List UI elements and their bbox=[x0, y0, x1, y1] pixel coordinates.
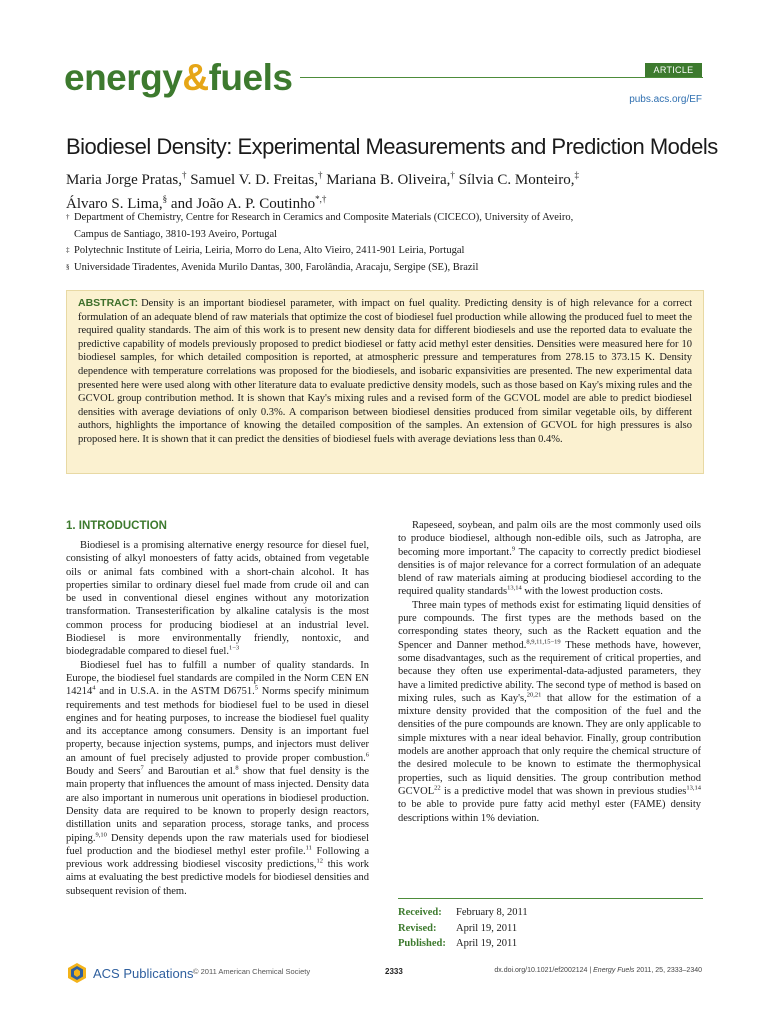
citation-reference[interactable]: 5 bbox=[254, 684, 258, 692]
date-row-published bbox=[398, 936, 703, 952]
affiliation-text: Department of Chemistry, Centre for Research in Ceramics and Composite Materials (CICECO), University of Aveiro, bbox=[74, 212, 574, 223]
citation-details: 2011, 25, 2333–2340 bbox=[636, 967, 702, 974]
article-type-badge: ARTICLE bbox=[645, 63, 702, 77]
section-heading-introduction: 1. INTRODUCTION bbox=[66, 520, 167, 532]
date-label: Published: bbox=[398, 938, 446, 949]
abstract-text: Density is an important biodiesel parameter, with impact on fuel quality. Predicting density is of high relevance for a correct formulation of an adequate blend of raw materials that optimize the cost of biodiesel fuel production while allowing the produced fuel to meet the required quality standards. The aim of this work is to present new density data for different biodiesels and use the reported data to evaluate the predictive capability of models previously proposed to predict biodiesel or fatty acid methyl ester densities. Densities were measured here for 10 biodiesel samples, for which detailed composition is reported, at atmospheric pressure and temperatures from 278.15 to 373.15 K. Density dependence with temperature correlations was proposed for the biodiesels, and isobaric expansivities are presented. The new experimental data presented here were used along with other literature data to evaluate predictive density models, such as those based on Kay's mixing rules and the GCVOL group contribution method. It is shown that Kay's mixing rules and a revised form of the GCVOL model are able to predict biodiesel densities with average deviations of only 0.3%. A comparison between biodiesel densities produced from similar vegetable oils, by different authors, highlights the importance of knowing the detailed composition of the samples. An extension of GCVOL for high pressures is also proposed here. It is shown that it can predict the densities of biodiesel fuels with average deviations less than 0.4%. bbox=[78, 298, 692, 445]
paragraph-text-run: with the lowest production costs. bbox=[521, 586, 663, 598]
date-value: April 19, 2011 bbox=[456, 922, 518, 934]
citation-reference[interactable]: 9 bbox=[511, 545, 516, 553]
citation-reference[interactable]: 4 bbox=[92, 684, 96, 692]
affiliation-item bbox=[66, 260, 706, 277]
author-affil-mark: § bbox=[162, 194, 168, 204]
paragraph-text-run: Biodiesel is a promising alternative energy resource for diesel fuel, consisting of alkyl monoesters of fatty acids, obtained from vegetable oils or animal fats combined with a short-chain alcohol. It has properties similar to ordinary diesel fuel made from crude oil and can be used in conventional diesel engines without any motorization transformation. Transesterification by alkaline catalysis is the most common process for producing biodiesel at an industrial level. Biodiesel is more environmentally friendly, nontoxic, and biodegradable compared to diesel fuel. bbox=[66, 540, 369, 658]
doi-link[interactable]: dx.doi.org/10.1021/ef2002124 | bbox=[494, 967, 592, 974]
date-value: April 19, 2011 bbox=[456, 938, 518, 949]
citation-reference[interactable]: 22 bbox=[434, 784, 441, 792]
paragraph-text-run: and Baroutian et al. bbox=[143, 766, 236, 778]
paragraph-text-run: These methods have, however, some disadvantages, such as the requirement of critical properties, and because they often use experimental-data-adjusted parameters, they have a limited predictive ability. The second type of method is based on mixing rules, such as Kay's, bbox=[398, 639, 702, 704]
author-name[interactable]: Álvaro S. Lima, bbox=[66, 196, 163, 212]
journal-logo-word2: fuels bbox=[208, 57, 293, 98]
affiliation-item bbox=[66, 243, 706, 260]
date-value: February 8, 2011 bbox=[456, 907, 528, 918]
citation-reference[interactable]: 11 bbox=[305, 844, 312, 852]
citation-reference[interactable]: 13,14 bbox=[507, 584, 522, 592]
paragraph-text-run: Rapeseed, soybean, and palm oils are the most commonly used oils to produce biodiesel, although non-edible oils, such as Jatropha, are becoming more important. bbox=[398, 520, 701, 558]
citation-reference[interactable]: 9,10 bbox=[95, 831, 107, 839]
body-paragraph bbox=[66, 659, 369, 898]
journal-logo-ampersand: & bbox=[182, 57, 209, 98]
author-name[interactable]: Mariana B. Oliveira, bbox=[326, 172, 451, 188]
body-paragraph bbox=[66, 539, 369, 659]
paragraph-text-run: Biodiesel fuel has to fulfill a number of quality standards. In Europe, the biodiesel fuel standards are compiled in the Norm CEN EN 14214 bbox=[66, 659, 369, 698]
acs-publications-logo[interactable] bbox=[66, 962, 193, 984]
author-list bbox=[66, 166, 706, 214]
paragraph-text-run: is a predictive model that was shown in previous studies bbox=[440, 785, 687, 797]
affiliation-mark: † bbox=[66, 213, 70, 221]
author-name[interactable]: Samuel V. D. Freitas, bbox=[190, 172, 318, 188]
doi-citation[interactable] bbox=[494, 967, 702, 974]
paragraph-text-run: and in U.S.A. in the ASTM D6751. bbox=[95, 686, 255, 698]
date-row-revised bbox=[398, 921, 703, 937]
journal-url-link[interactable]: pubs.acs.org/EF bbox=[629, 94, 702, 105]
author-affil-mark: ‡ bbox=[574, 170, 579, 180]
copyright-notice: © 2011 American Chemical Society bbox=[193, 967, 311, 976]
journal-abbrev: Energy Fuels bbox=[593, 967, 635, 974]
right-column bbox=[398, 519, 701, 825]
abstract-box bbox=[66, 290, 704, 474]
citation-reference[interactable]: 20,21 bbox=[526, 691, 542, 699]
acs-publications-text: ACS Publications bbox=[93, 965, 194, 981]
article-title: Biodiesel Density: Experimental Measurements and Prediction Models bbox=[66, 134, 718, 159]
author-affil-mark: † bbox=[450, 170, 455, 180]
author-name[interactable]: and João A. P. Coutinho bbox=[170, 196, 316, 212]
page-number: 2333 bbox=[385, 967, 403, 976]
affiliation-text-cont: Campus de Santiago, 3810-193 Aveiro, Portugal bbox=[74, 228, 278, 240]
paragraph-text-run: this work aims at evaluating the best predictive models for biodiesel densities and subsequent revision of them. bbox=[66, 859, 370, 897]
date-row-received bbox=[398, 905, 703, 921]
paragraph-text-run: to be able to provide pure fatty acid methyl ester (FAME) density descriptions within 1% deviation. bbox=[398, 799, 701, 824]
body-paragraph bbox=[398, 599, 701, 825]
citation-reference[interactable]: 13,14 bbox=[686, 784, 701, 792]
citation-reference[interactable]: 7 bbox=[140, 764, 144, 772]
abstract-label: ABSTRACT: bbox=[78, 297, 139, 309]
paragraph-text-run: Boudy and Seers bbox=[66, 766, 141, 778]
left-column bbox=[66, 518, 369, 898]
affiliation-text: Polytechnic Institute of Leiria, Leiria, Morro do Lena, Alto Vieiro, 2411-901 Leiria, Portugal bbox=[74, 245, 465, 256]
author-affil-mark: *,† bbox=[315, 194, 327, 204]
citation-reference[interactable]: 1−3 bbox=[228, 644, 240, 652]
paragraph-text-run: Following a previous work addressing biodiesel viscosity predictions, bbox=[66, 845, 369, 871]
affiliation-mark: § bbox=[66, 262, 70, 271]
citation-reference[interactable]: 12 bbox=[316, 857, 323, 865]
acs-hexagon-icon bbox=[66, 962, 88, 984]
citation-reference[interactable]: 6 bbox=[365, 751, 369, 759]
paragraph-text-run: Norms specify minimum requirements and test methods for biodiesel fuel to be used in diesel engines and for heating purposes, to increase the biodiesel fuel quality and its acceptance among consumers. Density is an important fuel property, because injection systems, pumps, and injectors must deliver an amount of fuel precisely adjusted to provide proper combustion. bbox=[66, 686, 369, 764]
citation-reference[interactable]: 8 bbox=[235, 764, 239, 772]
affiliation-text: Universidade Tiradentes, Avenida Murilo Dantas, 300, Farolândia, Aracaju, Sergipe (SE), Brazil bbox=[74, 261, 479, 273]
date-label: Received: bbox=[398, 907, 442, 918]
publication-dates bbox=[398, 898, 703, 952]
paragraph-text-run: show that fuel density is the main property that influences the amount of mass injected. Density data are also important in numerous unit operations in biodiesel production. Density data are required to be known to properly design reactors, distillation units and separation process, storage tanks, and process piping. bbox=[66, 766, 369, 844]
author-affil-mark: † bbox=[317, 170, 323, 180]
date-label: Revised: bbox=[398, 922, 437, 934]
affiliation-mark: ‡ bbox=[66, 246, 70, 254]
citation-reference[interactable]: 8,9,11,15−19 bbox=[526, 638, 561, 646]
author-name[interactable]: Sílvia C. Monteiro, bbox=[458, 172, 575, 188]
journal-logo bbox=[64, 56, 292, 100]
author-affil-mark: † bbox=[181, 170, 187, 180]
author-name[interactable]: Maria Jorge Pratas, bbox=[66, 172, 182, 188]
journal-logo-word1: energy bbox=[64, 57, 183, 98]
paragraph-text-run: Three main types of methods exist for estimating liquid densities of pure compounds. The first types are the methods based on the corresponding states theory, such as the Rackett equation and the Spencer and Danner method. bbox=[398, 599, 701, 651]
paragraph-text-run: The capacity to correctly predict biodiesel densities is of major relevance for a correct formulation of an adequate blend of raw materials aiming at producing biodiesel according to the required quality standards bbox=[398, 546, 701, 598]
header-divider bbox=[300, 77, 703, 78]
body-paragraph bbox=[398, 519, 701, 599]
affiliation-item bbox=[66, 210, 706, 243]
affiliation-list bbox=[66, 210, 706, 276]
paragraph-text-run: Density depends upon the raw materials used for biodiesel fuel production and the biodiesel methyl ester profile. bbox=[66, 832, 369, 857]
paragraph-text-run: that allow for the estimation of a mixture density provided that the composition of the fuel and the densities of the pure compounds are known. They are only applicable to simple mixtures with a near ideal behavior. Finally, group contribution models are another approach that only require the chemical structure of the desired molecule to be known to estimate the thermophysical properties, such as liquid densities. The group contribution method GCVOL bbox=[398, 692, 701, 797]
